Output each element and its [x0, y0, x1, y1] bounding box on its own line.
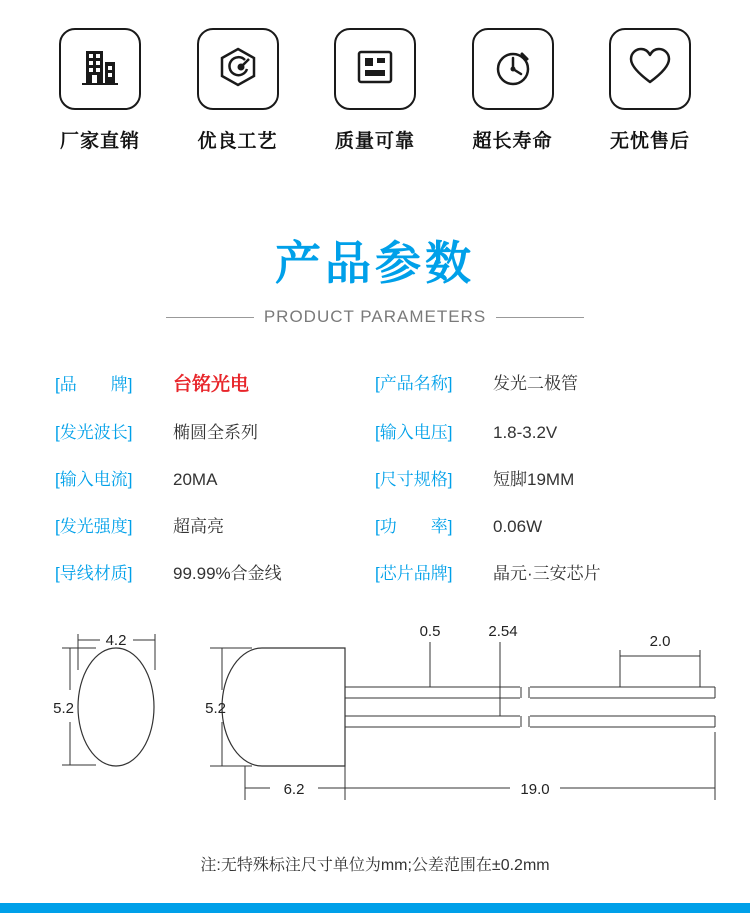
- quality-blocks-icon: [353, 45, 397, 94]
- feature-icon-box: [59, 28, 141, 110]
- section-title: [0, 227, 750, 327]
- title-rule-left: [166, 317, 254, 318]
- param-value: 20MA: [173, 470, 218, 489]
- feature-label: 厂家直销: [59, 131, 140, 152]
- stopwatch-icon: [491, 45, 535, 94]
- feature-label: 无忧售后: [609, 131, 690, 152]
- param-value: 1.8-3.2V: [493, 423, 558, 442]
- param-row: [375, 418, 695, 443]
- param-row: [375, 465, 695, 490]
- dim-left-5.2: 5.2: [53, 700, 74, 717]
- param-row: [55, 559, 375, 584]
- feature-item: [40, 28, 160, 153]
- feature-icon-box: [334, 28, 416, 110]
- param-key: [功 率]: [375, 517, 453, 536]
- feature-icon-box: [609, 28, 691, 110]
- param-key: [导线材质]: [55, 564, 133, 583]
- param-value: 超高亮: [173, 517, 224, 536]
- feature-item: [590, 28, 710, 153]
- param-key: [产品名称]: [375, 374, 453, 393]
- craft-hexagon-icon: [216, 45, 260, 94]
- feature-row: [0, 0, 750, 153]
- param-value: 发光二极管: [493, 374, 578, 393]
- drawing-svg: [0, 612, 750, 842]
- param-row: [55, 369, 375, 396]
- feature-item: [315, 28, 435, 153]
- param-row: [375, 512, 695, 537]
- dim-2.0: 2.0: [649, 633, 671, 650]
- param-value: 椭圆全系列: [173, 423, 258, 442]
- feature-item: [453, 28, 573, 153]
- page-title: 产品参数: [275, 237, 475, 289]
- param-value: 0.06W: [493, 517, 543, 536]
- heart-icon: [627, 44, 673, 95]
- feature-label: 超长寿命: [472, 131, 553, 152]
- param-row: [55, 512, 375, 537]
- param-key: [品 牌]: [55, 375, 133, 394]
- page-subtitle: PRODUCT PARAMETERS: [263, 307, 487, 326]
- param-value: 99.99%合金线: [173, 564, 282, 583]
- param-row: [375, 559, 695, 584]
- param-value: 短脚19MM: [493, 470, 575, 489]
- param-key: [发光波长]: [55, 423, 133, 442]
- dim-19.0: 19.0: [520, 781, 550, 798]
- param-key: [尺寸规格]: [375, 470, 453, 489]
- param-key: [输入电流]: [55, 470, 133, 489]
- dim-2.54: 2.54: [488, 623, 518, 640]
- param-row: [375, 369, 695, 396]
- title-rule-right: [496, 317, 584, 318]
- param-key: [输入电压]: [375, 423, 453, 442]
- subtitle-row: [0, 307, 750, 327]
- param-row: [55, 418, 375, 443]
- param-value: 晶元·三安芯片: [493, 564, 601, 583]
- dim-6.2: 6.2: [283, 781, 305, 798]
- feature-label: 优良工艺: [197, 131, 278, 152]
- dim-body-5.2: 5.2: [205, 700, 226, 717]
- drawing-note: 注:无特殊标注尺寸单位为mm;公差范围在±0.2mm: [200, 857, 550, 874]
- feature-icon-box: [472, 28, 554, 110]
- dim-4.2: 4.2: [105, 632, 127, 649]
- param-value: 台铭光电: [173, 374, 250, 395]
- param-key: [发光强度]: [55, 517, 133, 536]
- dim-0.5: 0.5: [419, 623, 441, 640]
- param-row: [55, 465, 375, 490]
- feature-icon-box: [197, 28, 279, 110]
- param-key: [芯片品牌]: [375, 564, 453, 583]
- parameter-table: [55, 369, 695, 584]
- factory-icon: [78, 45, 122, 94]
- feature-item: [178, 28, 298, 153]
- feature-label: 质量可靠: [334, 131, 415, 152]
- bottom-accent-bar: [0, 903, 750, 913]
- technical-drawing: [0, 612, 750, 842]
